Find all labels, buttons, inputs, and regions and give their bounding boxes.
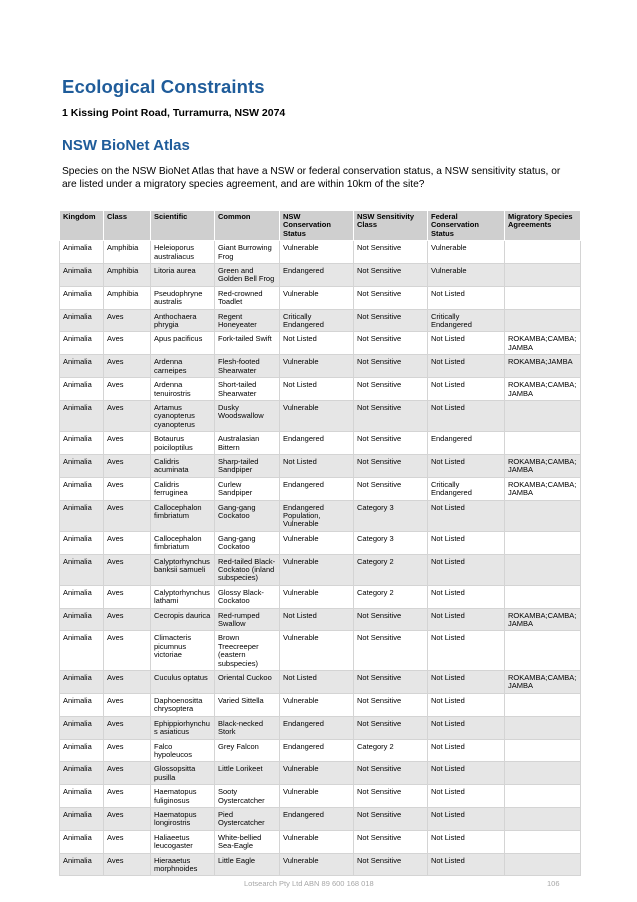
cell-common: Dusky Woodswallow	[215, 400, 280, 431]
cell-nsw-conservation-status: Endangered Population, Vulnerable	[280, 500, 354, 531]
table-row	[60, 785, 581, 808]
cell-migratory-agreements: ROKAMBA;CAMBA; JAMBA	[505, 608, 581, 631]
cell-nsw-sensitivity-class: Not Sensitive	[354, 477, 428, 500]
cell-migratory-agreements	[505, 500, 581, 531]
cell-common: Gang-gang Cockatoo	[215, 500, 280, 531]
cell-kingdom: Animalia	[60, 716, 104, 739]
cell-common: Curlew Sandpiper	[215, 477, 280, 500]
cell-scientific: Callocephalon fimbriatum	[151, 531, 215, 554]
table-row	[60, 671, 581, 694]
table-row	[60, 608, 581, 631]
cell-migratory-agreements: ROKAMBA;CAMBA; JAMBA	[505, 671, 581, 694]
cell-migratory-agreements	[505, 739, 581, 762]
cell-class: Amphibia	[104, 286, 151, 309]
cell-nsw-conservation-status: Vulnerable	[280, 853, 354, 876]
table-row	[60, 693, 581, 716]
table-row	[60, 807, 581, 830]
cell-federal-conservation-status: Not Listed	[428, 830, 505, 853]
cell-migratory-agreements	[505, 400, 581, 431]
cell-migratory-agreements: ROKAMBA;CAMBA; JAMBA	[505, 332, 581, 355]
header-migratory-species-agreements: Migratory Species Agreements	[505, 211, 581, 241]
cell-scientific: Haematopus longirostris	[151, 807, 215, 830]
intro-paragraph: Species on the NSW BioNet Atlas that have a NSW or federal conservation status, a NSW sensitivity status, or are listed under a migratory species agreement, and are within 10km of the site?	[62, 166, 561, 190]
cell-scientific: Calidris ferruginea	[151, 477, 215, 500]
cell-nsw-conservation-status: Not Listed	[280, 454, 354, 477]
cell-migratory-agreements	[505, 716, 581, 739]
cell-kingdom: Animalia	[60, 378, 104, 401]
cell-common: Little Eagle	[215, 853, 280, 876]
cell-nsw-conservation-status: Not Listed	[280, 378, 354, 401]
cell-nsw-conservation-status: Endangered	[280, 477, 354, 500]
cell-scientific: Cuculus optatus	[151, 671, 215, 694]
cell-nsw-sensitivity-class: Not Sensitive	[354, 454, 428, 477]
table-row	[60, 241, 581, 264]
cell-federal-conservation-status: Not Listed	[428, 454, 505, 477]
header-kingdom: Kingdom	[60, 211, 104, 241]
cell-nsw-conservation-status: Vulnerable	[280, 286, 354, 309]
cell-federal-conservation-status: Vulnerable	[428, 241, 505, 264]
table-row	[60, 500, 581, 531]
cell-nsw-conservation-status: Endangered	[280, 264, 354, 287]
species-table	[59, 210, 581, 876]
cell-nsw-sensitivity-class: Category 2	[354, 585, 428, 608]
header-nsw-sensitivity-class: NSW Sensitivity Class	[354, 211, 428, 241]
cell-nsw-sensitivity-class: Not Sensitive	[354, 785, 428, 808]
cell-nsw-sensitivity-class: Not Sensitive	[354, 716, 428, 739]
cell-scientific: Callocephalon fimbriatum	[151, 500, 215, 531]
table-row	[60, 762, 581, 785]
cell-common: Little Lorikeet	[215, 762, 280, 785]
cell-federal-conservation-status: Endangered	[428, 432, 505, 455]
cell-kingdom: Animalia	[60, 264, 104, 287]
cell-kingdom: Animalia	[60, 631, 104, 671]
cell-class: Aves	[104, 531, 151, 554]
cell-nsw-conservation-status: Not Listed	[280, 332, 354, 355]
cell-nsw-conservation-status: Vulnerable	[280, 693, 354, 716]
cell-federal-conservation-status: Not Listed	[428, 286, 505, 309]
cell-kingdom: Animalia	[60, 286, 104, 309]
cell-scientific: Haliaeetus leucogaster	[151, 830, 215, 853]
cell-nsw-sensitivity-class: Not Sensitive	[354, 608, 428, 631]
cell-class: Aves	[104, 671, 151, 694]
cell-nsw-sensitivity-class: Not Sensitive	[354, 241, 428, 264]
cell-common: Varied Sittella	[215, 693, 280, 716]
table-row	[60, 830, 581, 853]
cell-kingdom: Animalia	[60, 400, 104, 431]
cell-kingdom: Animalia	[60, 355, 104, 378]
cell-nsw-sensitivity-class: Category 3	[354, 531, 428, 554]
cell-class: Aves	[104, 785, 151, 808]
cell-migratory-agreements	[505, 554, 581, 585]
table-row	[60, 432, 581, 455]
cell-nsw-sensitivity-class: Not Sensitive	[354, 807, 428, 830]
cell-kingdom: Animalia	[60, 454, 104, 477]
cell-nsw-conservation-status: Vulnerable	[280, 785, 354, 808]
table-row	[60, 400, 581, 431]
cell-migratory-agreements	[505, 762, 581, 785]
cell-class: Aves	[104, 853, 151, 876]
cell-federal-conservation-status: Not Listed	[428, 739, 505, 762]
cell-migratory-agreements	[505, 585, 581, 608]
cell-scientific: Artamus cyanopterus cyanopterus	[151, 400, 215, 431]
cell-kingdom: Animalia	[60, 309, 104, 332]
cell-nsw-conservation-status: Vulnerable	[280, 631, 354, 671]
page-number: 106	[547, 879, 560, 888]
cell-kingdom: Animalia	[60, 853, 104, 876]
cell-nsw-sensitivity-class: Category 3	[354, 500, 428, 531]
cell-common: Green and Golden Bell Frog	[215, 264, 280, 287]
cell-nsw-sensitivity-class: Not Sensitive	[354, 693, 428, 716]
cell-scientific: Litoria aurea	[151, 264, 215, 287]
cell-nsw-conservation-status: Vulnerable	[280, 554, 354, 585]
cell-class: Amphibia	[104, 264, 151, 287]
cell-nsw-sensitivity-class: Not Sensitive	[354, 332, 428, 355]
cell-common: Sooty Oystercatcher	[215, 785, 280, 808]
cell-federal-conservation-status: Not Listed	[428, 554, 505, 585]
cell-scientific: Daphoenositta chrysoptera	[151, 693, 215, 716]
cell-nsw-conservation-status: Not Listed	[280, 608, 354, 631]
cell-migratory-agreements	[505, 432, 581, 455]
cell-nsw-conservation-status: Endangered	[280, 807, 354, 830]
cell-scientific: Pseudophryne australis	[151, 286, 215, 309]
cell-federal-conservation-status: Not Listed	[428, 716, 505, 739]
table-row	[60, 378, 581, 401]
cell-class: Aves	[104, 500, 151, 531]
cell-nsw-sensitivity-class: Not Sensitive	[354, 355, 428, 378]
cell-common: Brown Treecreeper (eastern subspecies)	[215, 631, 280, 671]
cell-nsw-conservation-status: Not Listed	[280, 671, 354, 694]
cell-nsw-sensitivity-class: Not Sensitive	[354, 264, 428, 287]
cell-federal-conservation-status: Critically Endangered	[428, 477, 505, 500]
cell-class: Aves	[104, 400, 151, 431]
cell-federal-conservation-status: Vulnerable	[428, 264, 505, 287]
cell-nsw-sensitivity-class: Not Sensitive	[354, 631, 428, 671]
cell-federal-conservation-status: Not Listed	[428, 608, 505, 631]
table-row	[60, 631, 581, 671]
cell-class: Aves	[104, 739, 151, 762]
cell-migratory-agreements: ROKAMBA;CAMBA; JAMBA	[505, 454, 581, 477]
header-nsw-conservation-status: NSW Conservation Status	[280, 211, 354, 241]
cell-class: Aves	[104, 378, 151, 401]
cell-class: Aves	[104, 608, 151, 631]
cell-nsw-conservation-status: Vulnerable	[280, 531, 354, 554]
table-row	[60, 264, 581, 287]
page-title: Ecological Constraints	[62, 76, 265, 97]
cell-class: Aves	[104, 693, 151, 716]
cell-nsw-sensitivity-class: Category 2	[354, 739, 428, 762]
cell-common: Australasian Bittern	[215, 432, 280, 455]
cell-nsw-sensitivity-class: Not Sensitive	[354, 762, 428, 785]
cell-scientific: Cecropis daurica	[151, 608, 215, 631]
cell-migratory-agreements	[505, 785, 581, 808]
cell-common: White-bellied Sea-Eagle	[215, 830, 280, 853]
cell-federal-conservation-status: Not Listed	[428, 853, 505, 876]
cell-common: Gang-gang Cockatoo	[215, 531, 280, 554]
cell-common: Red-rumped Swallow	[215, 608, 280, 631]
cell-class: Aves	[104, 631, 151, 671]
cell-nsw-sensitivity-class: Not Sensitive	[354, 400, 428, 431]
cell-class: Aves	[104, 477, 151, 500]
cell-federal-conservation-status: Not Listed	[428, 785, 505, 808]
cell-federal-conservation-status: Not Listed	[428, 671, 505, 694]
cell-migratory-agreements	[505, 853, 581, 876]
cell-federal-conservation-status: Not Listed	[428, 355, 505, 378]
cell-nsw-conservation-status: Vulnerable	[280, 241, 354, 264]
cell-nsw-conservation-status: Vulnerable	[280, 762, 354, 785]
section-title: NSW BioNet Atlas	[62, 137, 190, 154]
table-row	[60, 454, 581, 477]
cell-nsw-conservation-status: Vulnerable	[280, 400, 354, 431]
cell-migratory-agreements: ROKAMBA;CAMBA; JAMBA	[505, 477, 581, 500]
cell-scientific: Ephippiorhynchus asiaticus	[151, 716, 215, 739]
cell-kingdom: Animalia	[60, 739, 104, 762]
cell-federal-conservation-status: Not Listed	[428, 631, 505, 671]
cell-nsw-conservation-status: Endangered	[280, 432, 354, 455]
cell-migratory-agreements	[505, 807, 581, 830]
cell-scientific: Haematopus fuliginosus	[151, 785, 215, 808]
cell-migratory-agreements	[505, 309, 581, 332]
cell-migratory-agreements	[505, 693, 581, 716]
header-scientific: Scientific	[151, 211, 215, 241]
cell-nsw-sensitivity-class: Not Sensitive	[354, 286, 428, 309]
cell-class: Aves	[104, 554, 151, 585]
table-row	[60, 332, 581, 355]
cell-class: Aves	[104, 309, 151, 332]
cell-class: Aves	[104, 432, 151, 455]
table-row	[60, 531, 581, 554]
cell-common: Glossy Black-Cockatoo	[215, 585, 280, 608]
cell-nsw-conservation-status: Endangered	[280, 716, 354, 739]
cell-nsw-conservation-status: Vulnerable	[280, 355, 354, 378]
cell-federal-conservation-status: Not Listed	[428, 585, 505, 608]
cell-federal-conservation-status: Not Listed	[428, 332, 505, 355]
cell-kingdom: Animalia	[60, 554, 104, 585]
cell-federal-conservation-status: Not Listed	[428, 693, 505, 716]
cell-common: Red-tailed Black-Cockatoo (inland subspecies)	[215, 554, 280, 585]
cell-scientific: Apus pacificus	[151, 332, 215, 355]
cell-common: Short-tailed Shearwater	[215, 378, 280, 401]
table-row	[60, 716, 581, 739]
cell-nsw-conservation-status: Critically Endangered	[280, 309, 354, 332]
cell-kingdom: Animalia	[60, 608, 104, 631]
cell-class: Aves	[104, 830, 151, 853]
cell-scientific: Calidris acuminata	[151, 454, 215, 477]
cell-scientific: Glossopsitta pusilla	[151, 762, 215, 785]
cell-nsw-conservation-status: Endangered	[280, 739, 354, 762]
cell-federal-conservation-status: Not Listed	[428, 531, 505, 554]
cell-common: Black-necked Stork	[215, 716, 280, 739]
cell-kingdom: Animalia	[60, 785, 104, 808]
table-row	[60, 355, 581, 378]
cell-nsw-sensitivity-class: Category 2	[354, 554, 428, 585]
cell-migratory-agreements: ROKAMBA;CAMBA; JAMBA	[505, 378, 581, 401]
cell-kingdom: Animalia	[60, 671, 104, 694]
cell-scientific: Calyptorhynchus banksii samueli	[151, 554, 215, 585]
cell-kingdom: Animalia	[60, 762, 104, 785]
cell-migratory-agreements	[505, 631, 581, 671]
header-class: Class	[104, 211, 151, 241]
cell-common: Oriental Cuckoo	[215, 671, 280, 694]
cell-kingdom: Animalia	[60, 531, 104, 554]
cell-kingdom: Animalia	[60, 241, 104, 264]
cell-class: Aves	[104, 585, 151, 608]
cell-nsw-sensitivity-class: Not Sensitive	[354, 378, 428, 401]
cell-class: Aves	[104, 355, 151, 378]
table-row	[60, 585, 581, 608]
cell-class: Aves	[104, 454, 151, 477]
cell-common: Giant Burrowing Frog	[215, 241, 280, 264]
cell-migratory-agreements	[505, 286, 581, 309]
cell-scientific: Anthochaera phrygia	[151, 309, 215, 332]
cell-scientific: Calyptorhynchus lathami	[151, 585, 215, 608]
cell-federal-conservation-status: Not Listed	[428, 500, 505, 531]
cell-kingdom: Animalia	[60, 477, 104, 500]
cell-class: Aves	[104, 807, 151, 830]
header-federal-conservation-status: Federal Conservation Status	[428, 211, 505, 241]
cell-nsw-sensitivity-class: Not Sensitive	[354, 671, 428, 694]
cell-federal-conservation-status: Critically Endangered	[428, 309, 505, 332]
cell-kingdom: Animalia	[60, 807, 104, 830]
cell-class: Amphibia	[104, 241, 151, 264]
cell-kingdom: Animalia	[60, 585, 104, 608]
cell-nsw-sensitivity-class: Not Sensitive	[354, 853, 428, 876]
cell-scientific: Ardenna carneipes	[151, 355, 215, 378]
cell-kingdom: Animalia	[60, 500, 104, 531]
cell-kingdom: Animalia	[60, 332, 104, 355]
cell-nsw-conservation-status: Vulnerable	[280, 830, 354, 853]
cell-nsw-sensitivity-class: Not Sensitive	[354, 309, 428, 332]
cell-class: Aves	[104, 332, 151, 355]
site-address: 1 Kissing Point Road, Turramurra, NSW 2074	[62, 107, 286, 119]
table-row	[60, 286, 581, 309]
cell-kingdom: Animalia	[60, 432, 104, 455]
cell-common: Regent Honeyeater	[215, 309, 280, 332]
cell-federal-conservation-status: Not Listed	[428, 807, 505, 830]
cell-scientific: Climacteris picumnus victoriae	[151, 631, 215, 671]
cell-class: Aves	[104, 716, 151, 739]
cell-nsw-conservation-status: Vulnerable	[280, 585, 354, 608]
cell-migratory-agreements	[505, 830, 581, 853]
cell-kingdom: Animalia	[60, 830, 104, 853]
cell-nsw-sensitivity-class: Not Sensitive	[354, 830, 428, 853]
cell-common: Red-crowned Toadlet	[215, 286, 280, 309]
cell-scientific: Falco hypoleucos	[151, 739, 215, 762]
table-row	[60, 739, 581, 762]
cell-migratory-agreements	[505, 264, 581, 287]
table-header-row	[60, 211, 581, 241]
table-row	[60, 853, 581, 876]
cell-federal-conservation-status: Not Listed	[428, 378, 505, 401]
cell-scientific: Heleioporus australiacus	[151, 241, 215, 264]
cell-common: Grey Falcon	[215, 739, 280, 762]
cell-class: Aves	[104, 762, 151, 785]
cell-migratory-agreements: ROKAMBA;JAMBA	[505, 355, 581, 378]
cell-nsw-sensitivity-class: Not Sensitive	[354, 432, 428, 455]
cell-common: Pied Oystercatcher	[215, 807, 280, 830]
cell-kingdom: Animalia	[60, 693, 104, 716]
cell-common: Sharp-tailed Sandpiper	[215, 454, 280, 477]
table-row	[60, 477, 581, 500]
cell-scientific: Ardenna tenuirostris	[151, 378, 215, 401]
cell-common: Flesh-footed Shearwater	[215, 355, 280, 378]
table-body	[60, 241, 581, 876]
cell-migratory-agreements	[505, 241, 581, 264]
cell-common: Fork-tailed Swift	[215, 332, 280, 355]
cell-federal-conservation-status: Not Listed	[428, 400, 505, 431]
cell-scientific: Botaurus poiciloptilus	[151, 432, 215, 455]
cell-federal-conservation-status: Not Listed	[428, 762, 505, 785]
header-common: Common	[215, 211, 280, 241]
cell-scientific: Hieraaetus morphnoides	[151, 853, 215, 876]
footer-company: Lotsearch Pty Ltd ABN 89 600 168 018	[244, 879, 374, 888]
cell-migratory-agreements	[505, 531, 581, 554]
table-row	[60, 554, 581, 585]
table-row	[60, 309, 581, 332]
